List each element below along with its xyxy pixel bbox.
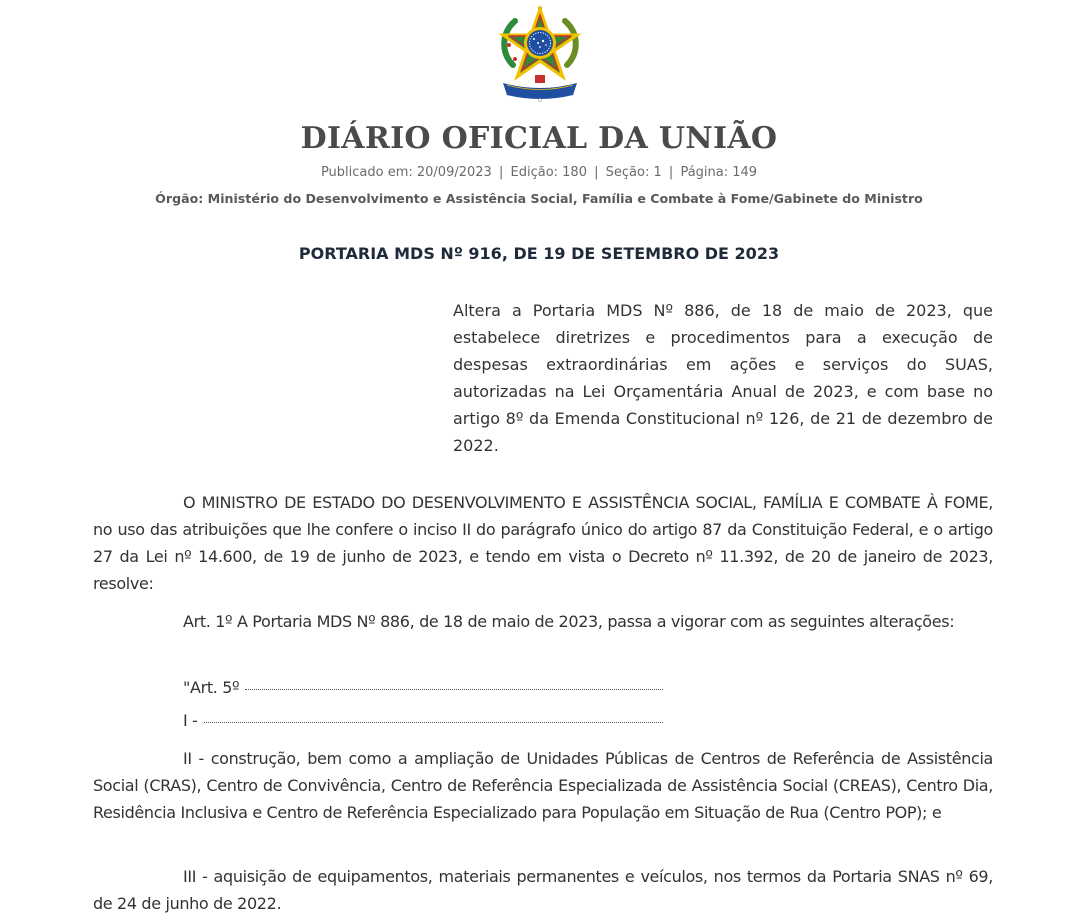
dot-leader [245, 688, 663, 690]
inciso-3-text: III - aquisição de equipamentos, materiais permanentes e veículos, nos termos da Portaria SNAS nº 69, de 24 de junho de 2022. [93, 867, 993, 913]
edition-number: Edição: 180 [510, 165, 587, 180]
page-number: Página: 149 [680, 165, 758, 180]
separator: | [498, 165, 504, 180]
published-date: Publicado em: 20/09/2023 [320, 165, 492, 180]
section-number: Seção: 1 [605, 165, 662, 180]
preamble-paragraph [93, 489, 993, 597]
inciso-3-paragraph [93, 863, 993, 917]
inciso-1-leader [93, 707, 663, 734]
article-5-label: "Art. 5º [183, 678, 240, 697]
inciso-1-line [93, 707, 993, 734]
inciso-1-label: I - [183, 711, 198, 730]
article-5-line [93, 674, 993, 701]
brazil-coat-of-arms-icon [493, 3, 587, 103]
dot-leader [204, 721, 663, 723]
preamble-text: O MINISTRO DE ESTADO DO DESENVOLVIMENTO E ASSISTÊNCIA SOCIAL, FAMÍLIA E COMBATE À FOME, no uso das atribuições que lhe confere o inciso II do parágrafo único do artigo 87 da Constituição Federal, e o artigo 27 da Lei nº 14.600, de 19 de junho de 2023, e tendo em vista o Decreto nº 11.392, de 20 de janeiro de 2023, resolve: [93, 493, 993, 593]
inciso-2-paragraph [93, 745, 993, 826]
issuing-agency: Órgão: Ministério do Desenvolvimento e Assistência Social, Família e Combate à Fome/Gabinete do Ministro [155, 191, 923, 206]
separator: | [594, 165, 599, 180]
article-1-paragraph [93, 608, 993, 635]
inciso-2-text: II - construção, bem como a ampliação de Unidades Públicas de Centros de Referência de Assistência Social (CRAS), Centro de Convivência, Centro de Referência Especializada de Assistência Social (CREAS), Centro Dia, Residência Inclusiva e Centro de Referência Especializado para População em Situação de Rua (Centro POP); e [93, 749, 993, 822]
ementa-summary: Altera a Portaria MDS Nº 886, de 18 de maio de 2023, que estabelece diretrizes e procedimentos para a execução de despesas extraordinárias em ações e serviços do SUAS, autorizadas na Lei Orçamentária Anual de 2023, e com base no artigo 8º da Emenda Constitucional nº 126, de 21 de dezembro de 2022. [453, 301, 993, 455]
publication-info [0, 164, 1078, 182]
article-1-text: Art. 1º A Portaria MDS Nº 886, de 18 de maio de 2023, passa a vigorar com as seguintes alterações: [183, 612, 955, 631]
article-5-leader [93, 674, 663, 701]
newspaper-title: DIÁRIO OFICIAL DA UNIÃO [300, 121, 778, 156]
separator: | [668, 165, 674, 180]
act-title: PORTARIA MDS Nº 916, DE 19 DE SETEMBRO DE 2023 [298, 244, 780, 263]
